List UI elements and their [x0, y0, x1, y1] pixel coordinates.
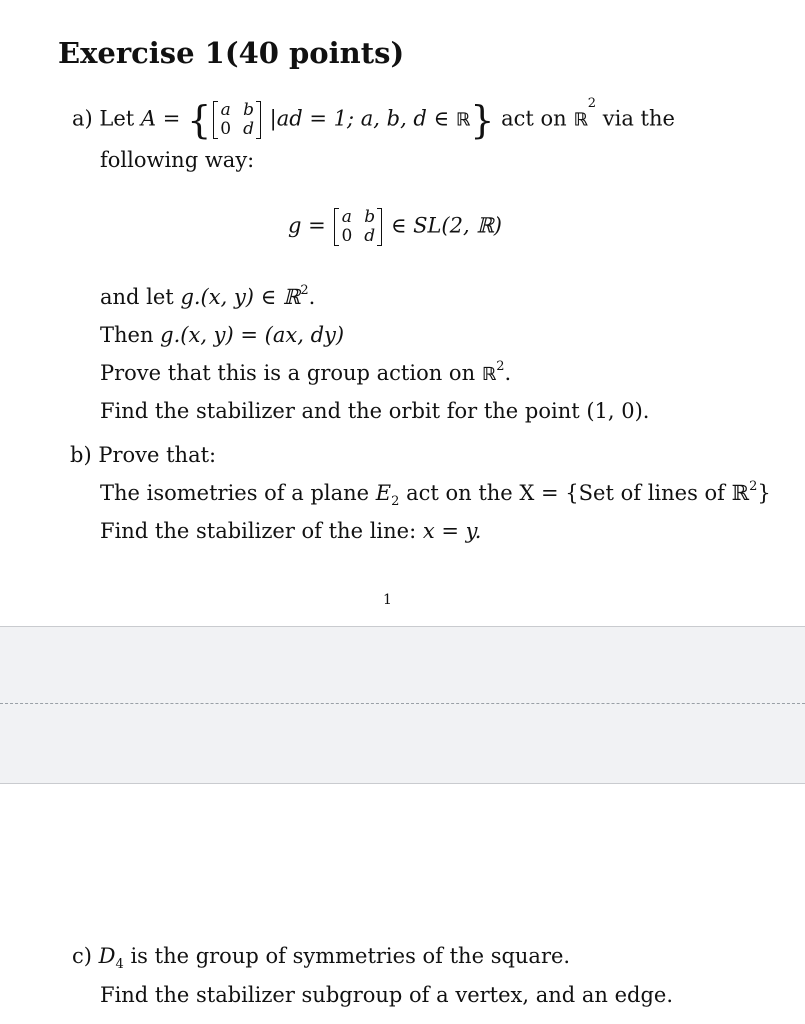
line-text: is the group of symmetries of the square. — [130, 944, 571, 968]
line-text: Find the stabilizer of the line: — [100, 519, 417, 543]
matrix-cell: b — [243, 100, 254, 120]
g-equals: = — [308, 213, 326, 238]
matrix-cell: a — [220, 100, 231, 120]
line-text: The isometries of a plane — [100, 481, 370, 505]
part-a-line-3: Prove that this is a group action on ℝ$^2$. — [100, 359, 512, 385]
line-text: and let — [100, 285, 174, 309]
matrix-cell: a — [341, 207, 352, 227]
part-b-intro — [70, 443, 216, 467]
set-a-variable: A — [140, 106, 157, 131]
part-a-statement — [72, 98, 675, 142]
line-math: g.(x, y) = (ax, dy) — [160, 323, 345, 347]
left-brace: { — [187, 98, 212, 142]
element-of: ∈ — [390, 213, 407, 238]
part-b-line-1 — [100, 481, 771, 509]
let-word: Let — [99, 106, 135, 131]
superscript: 2 — [496, 359, 505, 374]
g-variable: g — [288, 213, 302, 238]
part-a-label: a) — [72, 106, 93, 131]
line-math: x = y. — [422, 519, 482, 543]
part-b-label: b) — [70, 443, 92, 467]
subscript: 2 — [391, 494, 400, 510]
e-variable: E — [375, 481, 392, 505]
following-way-text: following way: — [100, 148, 255, 172]
line-text: Prove that: — [98, 443, 217, 467]
act-on-text: act on — [501, 106, 567, 131]
exercise-title: Exercise 1(40 points) — [58, 36, 405, 70]
superscript: 2 — [587, 96, 597, 111]
matrix-a — [213, 101, 261, 139]
matrix-cell: d — [364, 226, 376, 246]
matrix-cell: 0 — [341, 226, 353, 246]
line-math: g.(x, y) ∈ ℝ — [180, 285, 301, 309]
part-a-line-4: Find the stabilizer and the orbit for the point (1, 0). — [100, 399, 650, 423]
line-text: Prove that this is a group action on — [100, 361, 476, 385]
right-brace: } — [470, 98, 495, 142]
sl2r-group: SL(2, ℝ) — [413, 213, 502, 238]
part-c-label: c) — [72, 944, 92, 968]
superscript: 2 — [300, 283, 309, 298]
line-text: Then — [100, 323, 154, 347]
r2-symbol: ℝ — [573, 109, 588, 131]
real-numbers-symbol: ℝ — [455, 109, 471, 131]
matrix-cell: b — [364, 207, 376, 227]
set-condition: |ad = 1; a, b, d ∈ — [269, 106, 450, 131]
g-definition — [288, 208, 502, 246]
equals-sign: = — [162, 106, 181, 131]
via-the-text: via the — [602, 106, 675, 131]
page-break-dashed-line — [0, 703, 805, 704]
subscript: 4 — [115, 957, 124, 973]
r2-symbol: ℝ — [481, 364, 497, 385]
page-number: 1 — [383, 592, 392, 608]
superscript: 2 — [749, 479, 758, 494]
line-text: act on the X = {Set of lines of ℝ — [406, 481, 750, 505]
part-b-line-2 — [100, 519, 481, 543]
part-a-line-2 — [100, 323, 344, 347]
closing-brace: } — [757, 481, 771, 505]
part-c-line-1 — [72, 944, 570, 972]
d-variable: D — [98, 944, 116, 968]
matrix-cell: d — [243, 119, 254, 139]
part-c-line-2: Find the stabilizer subgroup of a vertex, and an edge. — [100, 983, 674, 1007]
part-a-line-1: and let g.(x, y) ∈ ℝ$^2$. — [100, 283, 316, 309]
matrix-g — [334, 208, 382, 246]
page-break-band — [0, 626, 805, 784]
matrix-cell: 0 — [220, 119, 232, 139]
